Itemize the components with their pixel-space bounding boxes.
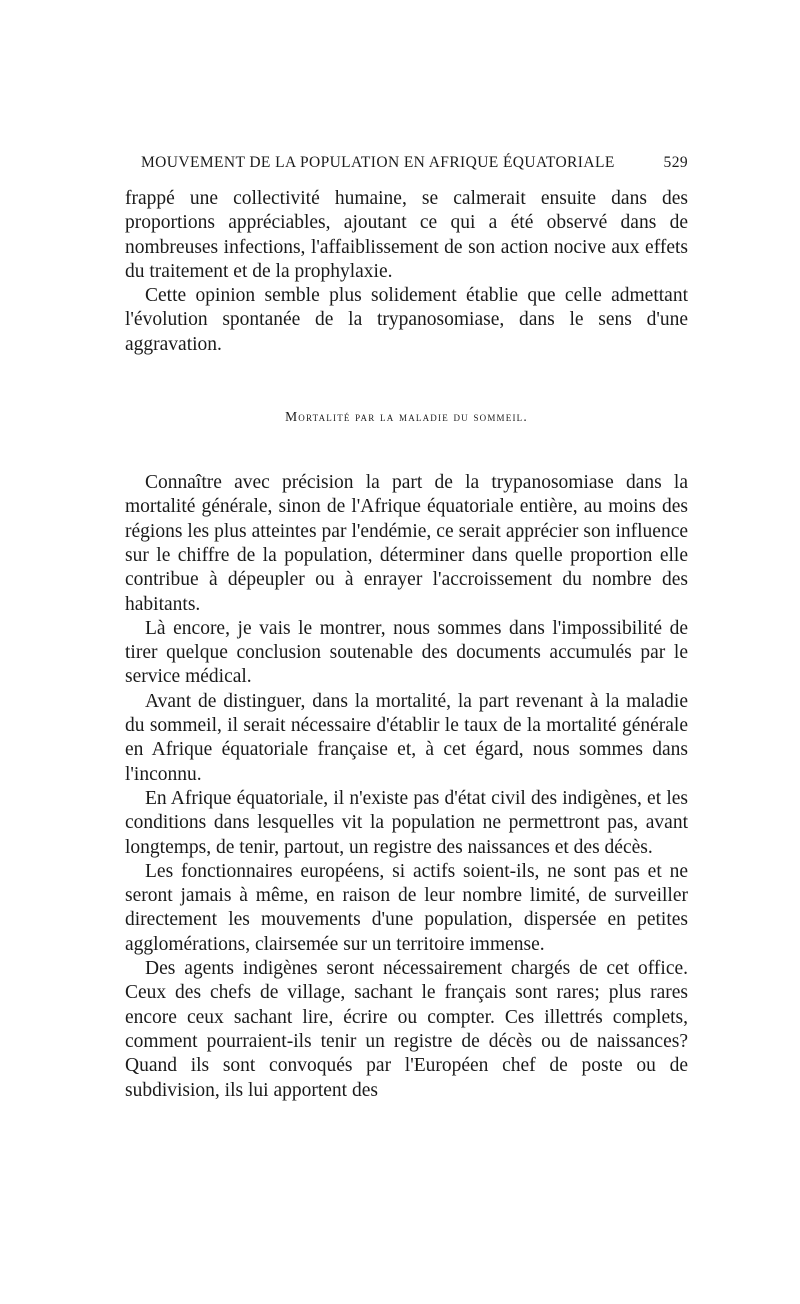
paragraph-general-mortality: Avant de distinguer, dans la mortalité, la part revenant à la maladie du sommeil, il serait nécessaire d'établir le taux de la mortalité générale en Afrique équatoriale française et, à cet égard, nous sommes dans l'inconnu.: [125, 690, 688, 785]
paragraph-native-agents: Des agents indigènes seront nécessairement chargés de cet office. Ceux des chefs de village, sachant le français sont rares; plus rares encore ceux sachant lire, écrire ou compter. Ces illettrés complets, comment pourraient-ils tenir un registre de décès ou de naissances? Quand ils sont convoqués par l'Européen chef de poste ou de subdivision, ils lui apportent des: [125, 958, 688, 1101]
running-title: MOUVEMENT DE LA POPULATION EN AFRIQUE ÉQUATORIALE: [141, 154, 615, 171]
section-heading: Mortalité par la maladie du sommeil.: [285, 409, 528, 425]
page-number: 529: [663, 154, 688, 171]
paragraph-officials: Les fonctionnaires européens, si actifs soient-ils, ne sont pas et ne seront jamais à même, en raison de leur nombre limité, de surveiller directement les mouvements d'une population, dispersée en petites agglomérations, clairsemée sur un territoire immense.: [125, 860, 688, 955]
running-header: [141, 152, 688, 174]
paragraph-continued: frappé une collectivité humaine, se calmerait ensuite dans des proportions appréciables, ajoutant ce qui a été observé dans de nombreuses infections, l'affaiblissement de son action nocive aux effets du traitement et de la prophylaxie.: [125, 188, 688, 282]
paragraph-civil-status: En Afrique équatoriale, il n'existe pas d'état civil des indigènes, et les conditions dans lesquelles vit la population ne permettront pas, avant longtemps, de tenir, partout, un registre des naissances et des décès.: [125, 787, 688, 858]
paragraph-impossibility: Là encore, je vais le montrer, nous sommes dans l'impossibilité de tirer quelque conclusion soutenable des documents accumulés par le service médical.: [125, 617, 688, 688]
paragraph-opinion: Cette opinion semble plus solidement établie que celle admettant l'évolution spontanée de la trypanosomiase, dans le sens d'une aggravation.: [125, 285, 688, 355]
book-page: [125, 152, 688, 1103]
paragraph-mortality-intro: Connaître avec précision la part de la trypanosomiase dans la mortalité générale, sinon de l'Afrique équatoriale entière, au moins des régions les plus atteintes par l'endémie, ce serait apprécier son influence sur le chiffre de la population, déterminer dans quelle proportion elle contribue à dépeupler ou à enrayer l'accroissement du nombre des habitants.: [125, 472, 688, 615]
